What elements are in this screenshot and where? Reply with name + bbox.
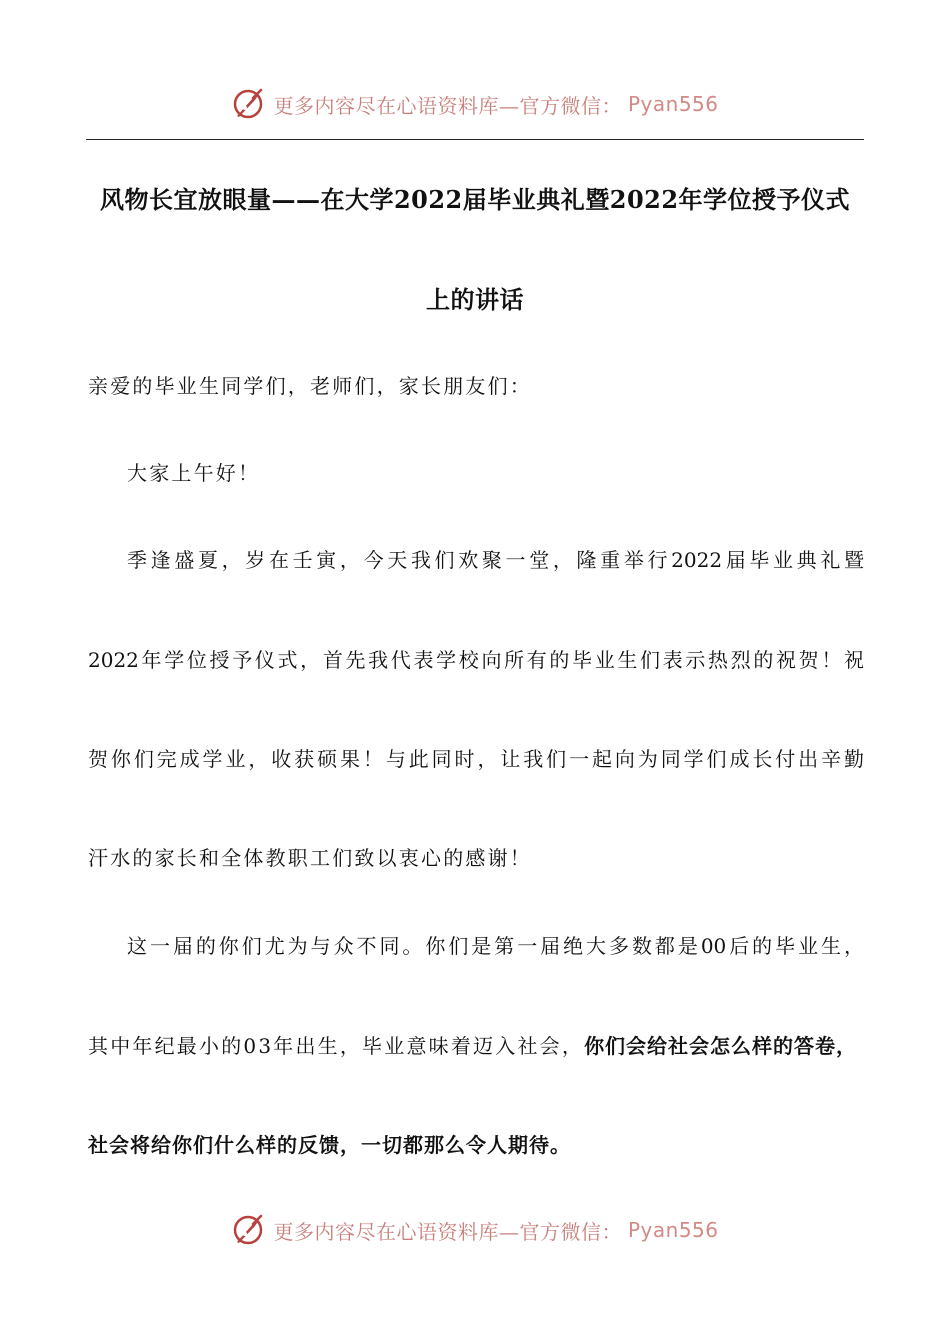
- footer-watermark: [0, 1210, 950, 1250]
- paragraph-2-line-1: 这一届的你们尤为与众不同。你们是第一届绝大多数都是00后的毕业生，: [127, 934, 864, 958]
- watermark-text: 更多内容尽在心语资料库—官方微信：: [273, 1219, 622, 1244]
- salutation: 亲爱的毕业生同学们，老师们，家长朋友们：: [88, 374, 532, 398]
- pen-nib-logo-icon: [231, 86, 267, 122]
- watermark-text: 更多内容尽在心语资料库—官方微信：: [273, 93, 622, 118]
- paragraph-1-line-1: 季逢盛夏，岁在壬寅，今天我们欢聚一堂，隆重举行2022届毕业典礼暨: [127, 548, 864, 572]
- pen-nib-logo-icon: [231, 1212, 267, 1248]
- paragraph-1-line-3: 贺你们完成学业，收获硕果！与此同时，让我们一起向为同学们成长付出辛勤: [88, 747, 864, 771]
- watermark-wechat-id: Pyan556: [627, 92, 719, 116]
- paragraph-2-line-3: 社会将给你们什么样的反馈，一切都那么令人期待。: [88, 1133, 571, 1157]
- document-title-line-2: 上的讲话: [426, 285, 524, 314]
- greeting: 大家上午好！: [127, 461, 261, 485]
- paragraph-1-line-4: 汗水的家长和全体教职工们致以衷心的感谢！: [88, 846, 532, 870]
- paragraph-2-line-2-bold: 你们会给社会怎么样的答卷，: [584, 1034, 858, 1058]
- header-watermark: [0, 84, 950, 124]
- document-title-line-1: 风物长宜放眼量——在大学2022届毕业典礼暨2022年学位授予仪式: [99, 185, 851, 214]
- watermark-wechat-id: Pyan556: [627, 1218, 719, 1242]
- paragraph-1-line-2: 2022年学位授予仪式，首先我代表学校向所有的毕业生们表示热烈的祝贺！祝: [88, 648, 864, 672]
- paragraph-2-line-2: [88, 1033, 864, 1059]
- paragraph-2-line-2-normal: 其中年纪最小的03年出生，毕业意味着迈入社会，: [88, 1034, 585, 1058]
- header-divider: [86, 139, 864, 140]
